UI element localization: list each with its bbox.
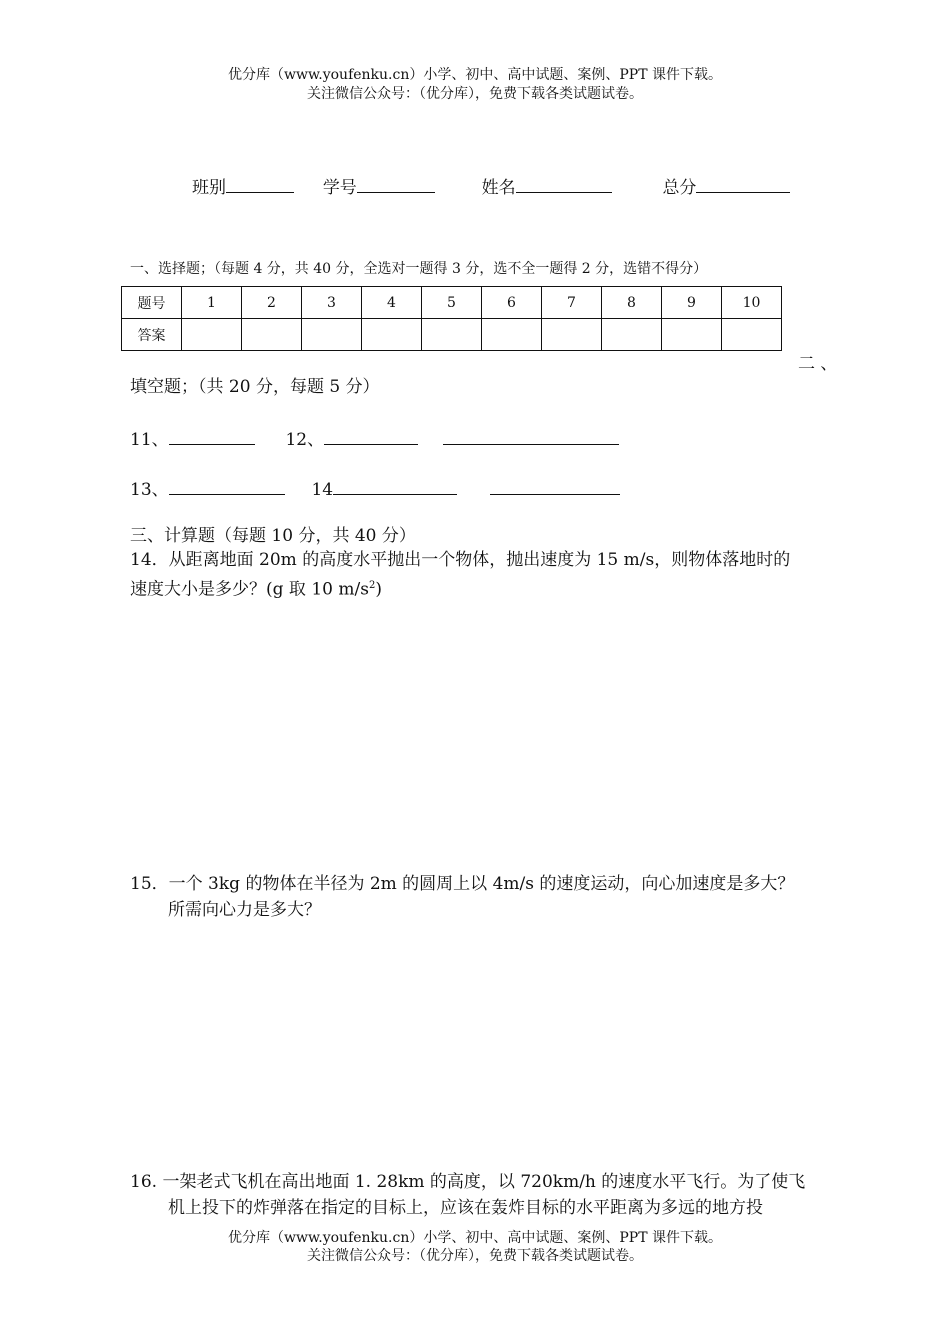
info-row: [192, 174, 790, 200]
header-line-1: 优分库（www.youfenku.cn）小学、初中、高中试题、案例、PPT 课件下载。: [227, 67, 722, 83]
answer-cell[interactable]: [242, 319, 302, 351]
table-header-label: 题号: [122, 287, 182, 319]
q16-text-line2: 机上投下的炸弹落在指定的目标上，应该在轰炸目标的水平距离为多远的地方投: [168, 1198, 763, 1218]
footer-line-2: 关注微信公众号：（优分库），免费下载各类试题试卷。: [307, 1248, 643, 1264]
section2-heading: 填空题；（共 20 分，每题 5 分）: [130, 377, 380, 397]
q14-label: 14: [311, 480, 334, 500]
q11-label: 11、: [130, 430, 169, 450]
answer-cell[interactable]: [602, 319, 662, 351]
answer-cell[interactable]: [722, 319, 782, 351]
class-label: 班别: [192, 178, 226, 198]
total-blank[interactable]: [696, 174, 790, 193]
answer-cell[interactable]: [482, 319, 542, 351]
table-number-cell: 7: [542, 287, 602, 319]
total-label: 总分: [662, 178, 697, 198]
q12-label: 12、: [285, 430, 325, 450]
q15-text-line1: 15．一个 3kg 的物体在半径为 2m 的圆周上以 4m/s 的速度运动，向心加速度是多大？: [130, 874, 795, 894]
table-number-cell: 8: [602, 287, 662, 319]
section2-heading-number: 二 、: [798, 354, 838, 374]
footer-line-1: 优分库（www.youfenku.cn）小学、初中、高中试题、案例、PPT 课件下载。: [227, 1230, 722, 1246]
table-row-answers: [122, 319, 782, 351]
answer-cell[interactable]: [302, 319, 362, 351]
q14-text-main: 速度大小是多少？(g 取 10 m/s: [130, 579, 369, 600]
section3-title: 三、计算题（每题 10 分，共 40 分）: [130, 526, 416, 546]
q14-superscript: 2: [368, 580, 376, 591]
table-number-cell: 1: [182, 287, 242, 319]
q12-blank-1[interactable]: [324, 426, 418, 445]
table-number-cell: 9: [662, 287, 722, 319]
table-row-numbers: [122, 287, 782, 319]
answer-cell[interactable]: [362, 319, 422, 351]
fill-row-2: [130, 476, 620, 502]
q14-blank-1[interactable]: [333, 476, 457, 495]
section1-title: 一、选择题；（每题 4 分，共 40 分，全选对一题得 3 分，选不全一题得 2 分，选错不得分）: [130, 261, 708, 277]
table-number-cell: 6: [482, 287, 542, 319]
table-number-cell: 2: [242, 287, 302, 319]
answer-cell[interactable]: [422, 319, 482, 351]
q16-text-line1: 16. 一架老式飞机在高出地面 1. 28km 的高度，以 720km/h 的速度水平飞行。为了使飞: [130, 1172, 806, 1192]
table-number-cell: 5: [422, 287, 482, 319]
q14-blank-2[interactable]: [490, 476, 620, 495]
answer-table: [121, 286, 782, 351]
table-number-cell: 3: [302, 287, 362, 319]
student-no-blank[interactable]: [357, 174, 435, 193]
table-answer-label: 答案: [122, 319, 182, 351]
header-line-2: 关注微信公众号：（优分库），免费下载各类试题试卷。: [307, 86, 643, 102]
name-label: 姓名: [481, 178, 516, 198]
name-blank[interactable]: [516, 174, 612, 193]
q14-text-end: ): [375, 579, 382, 600]
answer-cell[interactable]: [542, 319, 602, 351]
table-number-cell: 10: [722, 287, 782, 319]
q12-blank-2[interactable]: [443, 426, 619, 445]
class-blank[interactable]: [226, 174, 294, 193]
fill-row-1: [130, 426, 619, 452]
q14-text-line1: 14．从距离地面 20m 的高度水平抛出一个物体，抛出速度为 15 m/s，则物体落地时的: [130, 550, 791, 570]
answer-cell[interactable]: [662, 319, 722, 351]
q13-blank[interactable]: [169, 476, 285, 495]
q13-label: 13、: [130, 480, 169, 500]
q11-blank[interactable]: [169, 426, 255, 445]
student-no-label: 学号: [322, 178, 357, 198]
table-number-cell: 4: [362, 287, 422, 319]
q15-text-line2: 所需向心力是多大？: [168, 900, 321, 920]
q14-text-line2: [130, 574, 382, 602]
answer-cell[interactable]: [182, 319, 242, 351]
